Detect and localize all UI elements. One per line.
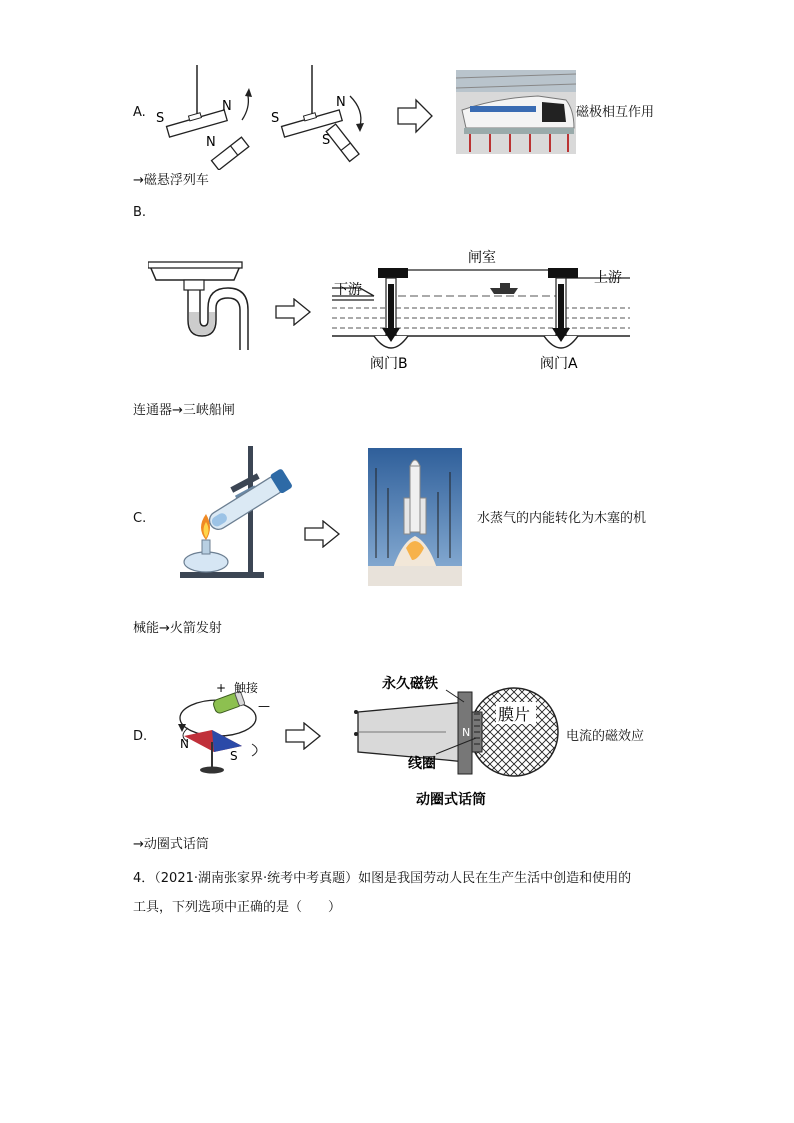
oersted-experiment-diagram (168, 672, 278, 778)
a-left-n-bar-label: N (222, 99, 232, 114)
upstream-label: 上游 (594, 270, 622, 286)
coil-label: 线圈 (408, 756, 436, 772)
question-4-line-1: 4．（2021·湖南张家界·统考中考真题）如图是我国劳动人民在生产生活中创造和使用的 (133, 871, 632, 886)
option-d-effect-text: 电流的磁效应 (566, 729, 645, 744)
a-left-n-mag-label: N (206, 135, 216, 150)
option-d-continuation: →动圈式话筒 (133, 837, 209, 852)
maglev-train-photo (456, 70, 576, 154)
lock-chamber-label: 闸室 (468, 250, 496, 266)
d-arrow (284, 722, 324, 750)
option-c-effect-text: 水蒸气的内能转化为木塞的机 (477, 511, 647, 526)
a-right-n-bar-label: N (336, 95, 346, 110)
rocket-launch-photo (368, 448, 462, 586)
sink-trap-diagram (148, 260, 260, 352)
a-right-s-mag-label: S (322, 133, 331, 148)
needle-s-label: S (230, 749, 238, 763)
option-a-continuation: →磁悬浮列车 (133, 173, 209, 188)
test-tube-heating-diagram (176, 442, 300, 582)
permanent-magnet-label: 永久磁铁 (382, 676, 438, 692)
option-c-letter: C. (133, 511, 147, 526)
microphone-caption: 动圈式话筒 (416, 792, 486, 808)
plus-terminal-label: + (216, 681, 227, 695)
mic-s-top-label: S (474, 692, 481, 705)
option-d-letter: D. (133, 729, 148, 744)
option-a-effect-text: 磁极相互作用 (576, 105, 655, 120)
mic-s-bottom-label: S (474, 762, 481, 775)
option-a-magnet-diagrams (150, 60, 440, 170)
a-right-s-label: S (271, 111, 280, 126)
option-a-letter: A. (133, 105, 146, 120)
mic-n-mid-label: N (462, 726, 471, 739)
c-arrow (303, 520, 343, 548)
needle-n-label: N (180, 737, 189, 751)
contact-label: 触接 (234, 681, 259, 695)
b-arrow (274, 298, 314, 326)
diaphragm-label: 膜片 (498, 705, 531, 724)
gate-a-label: 阀门A (540, 356, 578, 372)
a-left-s-label: S (156, 111, 165, 126)
moving-coil-microphone-diagram (346, 668, 560, 816)
gate-b-label: 阀门B (370, 356, 408, 372)
downstream-label: 下游 (334, 282, 362, 298)
minus-terminal-label: — (258, 699, 270, 713)
ship-lock-diagram (330, 248, 642, 376)
question-4-line-2: 工具，下列选项中正确的是（ ） (133, 900, 342, 915)
option-b-caption: 连通器→三峡船闸 (133, 403, 235, 418)
option-c-continuation: 械能→火箭发射 (133, 621, 222, 636)
option-b-letter: B. (133, 205, 147, 220)
